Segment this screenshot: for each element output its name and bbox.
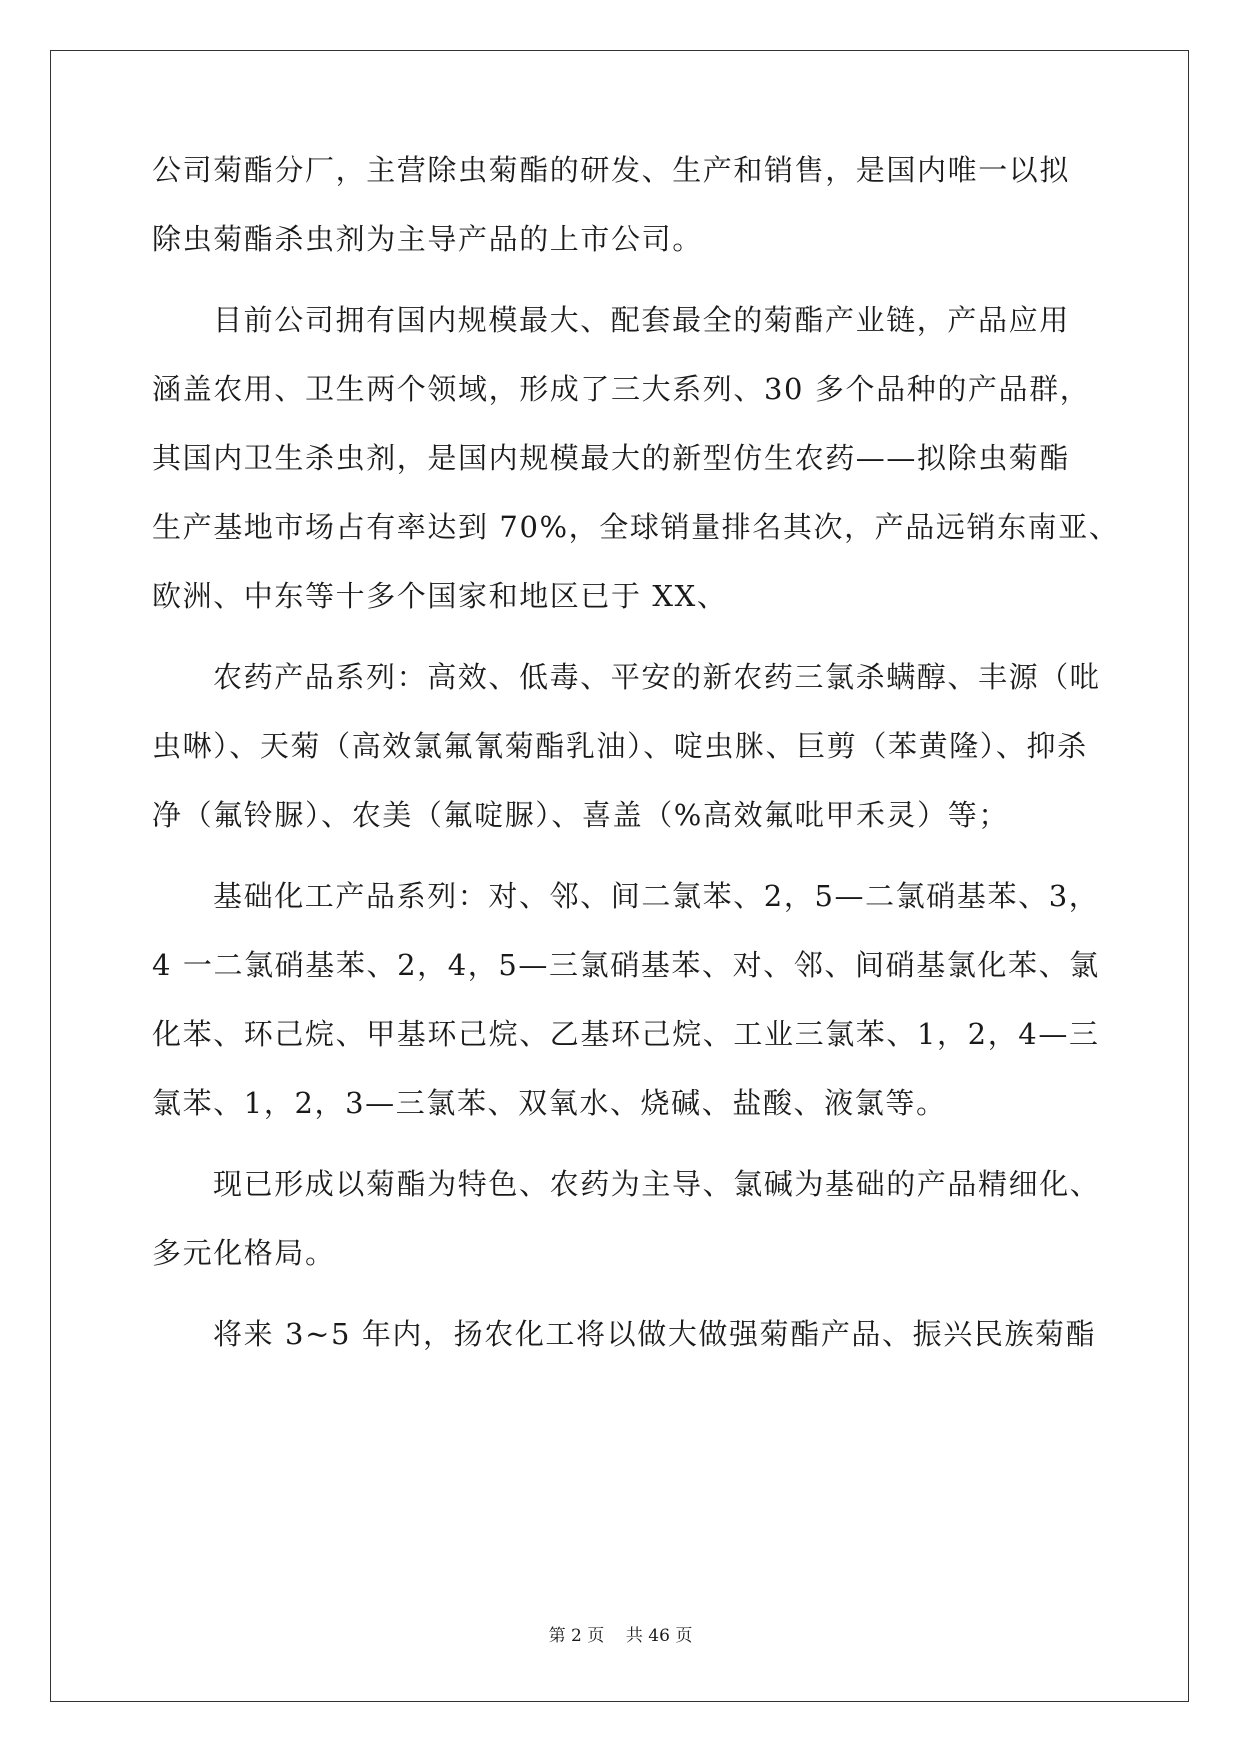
paragraph-start-line: 目前公司拥有国内规模最大、配套最全的菊酯产业链，产品应用	[213, 303, 1070, 337]
text-line-12: 4 一二氯硝基苯、2，4，5—三氯硝基苯、对、邻、间硝基氯化苯、氯	[152, 948, 1100, 982]
text-line-14: 氯苯、1，2，3—三氯苯、双氧水、烧碱、盐酸、液氯等。	[152, 1086, 947, 1120]
text-line-1: 公司菊酯分厂，主营除虫菊酯的研发、生产和销售，是国内唯一以拟	[152, 153, 1071, 187]
text-line-13: 化苯、环己烷、甲基环己烷、乙基环己烷、工业三氯苯、1，2，4—三	[152, 1017, 1100, 1051]
paragraph-start-line: 农药产品系列：高效、低毒、平安的新农药三氯杀螨醇、丰源（吡	[213, 660, 1101, 694]
paragraph-start-line: 现已形成以菊酯为特色、农药为主导、氯碱为基础的产品精细化、	[213, 1167, 1101, 1201]
text-line-7: 欧洲、中东等十多个国家和地区已于 XX、	[152, 579, 728, 613]
page-number-footer: 第 2 页 共 46 页	[548, 1626, 693, 1646]
text-line-16: 多元化格局。	[152, 1236, 336, 1270]
text-line-4: 涵盖农用、卫生两个领域，形成了三大系列、30 多个品种的产品群，	[152, 372, 1091, 406]
paragraph-start-line: 将来 3~5 年内，扬农化工将以做大做强菊酯产品、振兴民族菊酯	[213, 1317, 1097, 1351]
text-line-2: 除虫菊酯杀虫剂为主导产品的上市公司。	[152, 222, 703, 256]
text-line-10: 净（氟铃脲）、农美（氟啶脲）、喜盖（%高效氟吡甲禾灵）等；	[152, 798, 1009, 832]
text-line-6: 生产基地市场占有率达到 70%，全球销量排名其次，产品远销东南亚、	[152, 510, 1120, 544]
text-line-9: 虫啉）、天菊（高效氯氟氰菊酯乳油）、啶虫脒、巨剪（苯黄隆）、抑杀	[152, 729, 1088, 763]
text-line-5: 其国内卫生杀虫剂，是国内规模最大的新型仿生农药——拟除虫菊酯	[152, 441, 1071, 475]
paragraph-start-line: 基础化工产品系列：对、邻、间二氯苯、2，5—二氯硝基苯、3，	[213, 879, 1100, 913]
